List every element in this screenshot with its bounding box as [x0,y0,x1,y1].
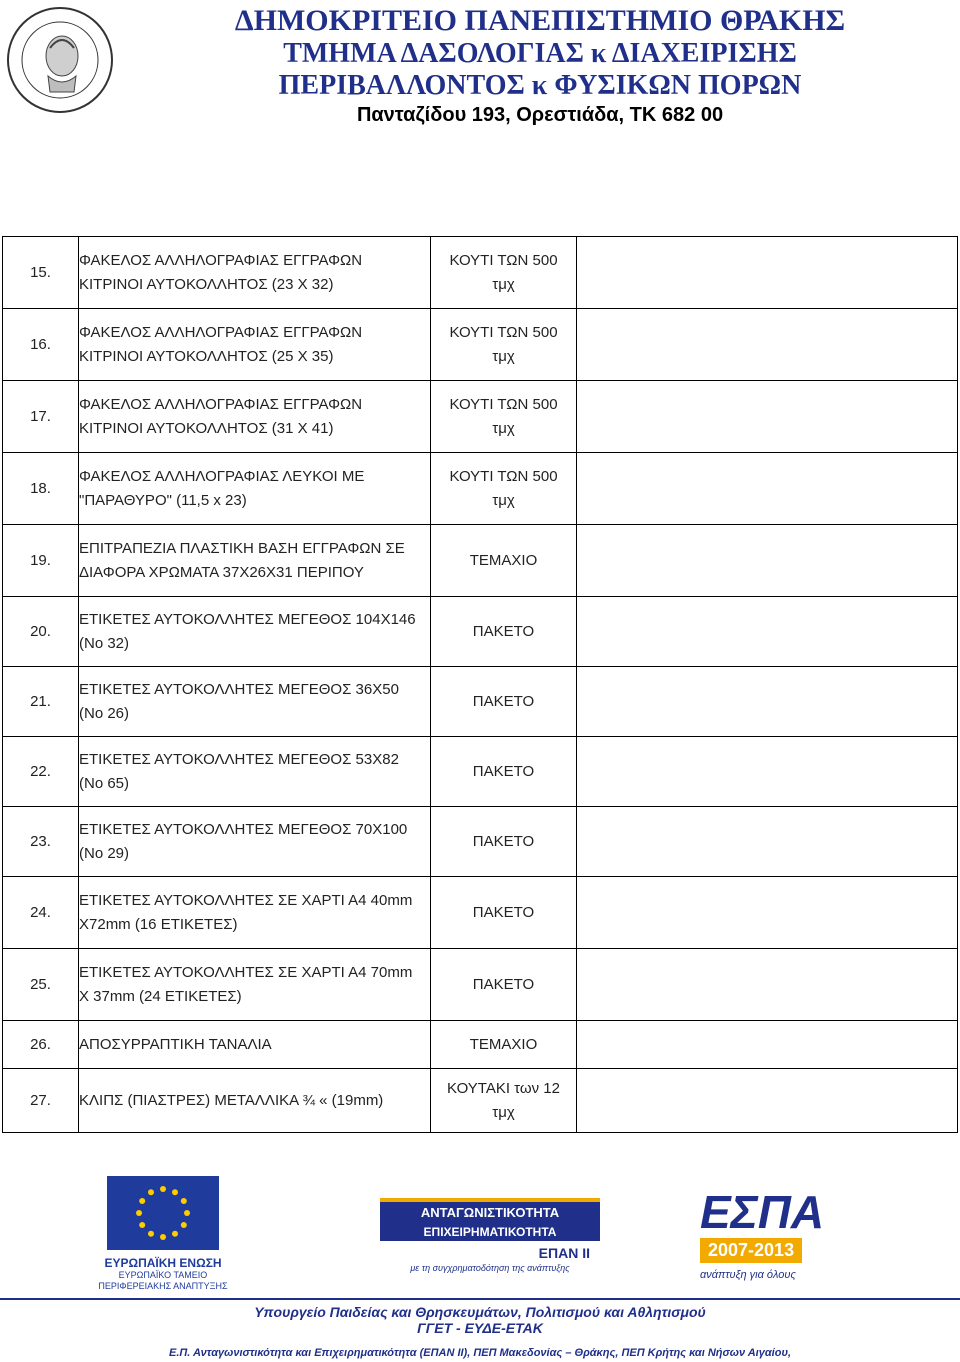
table-row [3,381,958,453]
item-unit [431,597,577,667]
item-number: 18. [3,453,79,525]
eu-label: ΕΥΡΩΠΑΪΚΗ ΕΝΩΣΗ [104,1256,222,1270]
item-description [79,597,431,667]
item-unit-line1: ΚΟΥΤΑΚΙ των 12 [447,1079,560,1097]
eu-star [160,1234,166,1240]
eu-star [139,1198,145,1204]
item-unit [431,309,577,381]
item-unit-line1: ΚΟΥΤΙ ΤΩΝ 500 [449,467,558,485]
item-unit [431,807,577,877]
ministry-line [0,1304,960,1336]
espa-logo [700,1188,900,1298]
espa-title: ΕΣΠΑ [700,1186,825,1238]
table-row [3,237,958,309]
item-description-line2: (Νο 26) [79,704,130,722]
table-row [3,737,958,807]
item-description-line1: ΕΠΙΤΡΑΠΕΖΙΑ ΠΛΑΣΤΙΚΗ ΒΑΣΗ ΕΓΓΡΑΦΩΝ ΣΕ [79,539,405,557]
item-unit [431,381,577,453]
item-description [79,667,431,737]
item-number: 17. [3,381,79,453]
table-row [3,525,958,597]
epan-logo [380,1198,600,1294]
item-unit [431,877,577,949]
eu-star [172,1231,178,1237]
eu-flag-icon [107,1176,219,1250]
espa-years: 2007-2013 [700,1238,802,1263]
item-unit [431,1021,577,1069]
item-description-line1: ΕΤΙΚΕΤΕΣ ΑΥΤΟΚΟΛΛΗΤΕΣ ΜΕΓΕΘΟΣ 53Χ82 [79,750,399,768]
item-description-line2: (Νο 32) [79,634,130,652]
item-description [79,1069,431,1133]
eu-star [184,1210,190,1216]
eu-star [160,1186,166,1192]
item-unit-line2: τμχ [492,491,515,509]
eu-star [172,1189,178,1195]
item-description-line2: Χ72mm (16 ΕΤΙΚΕΤΕΣ) [79,915,238,933]
item-description-line2: ΚΙΤΡΙΝΟΙ ΑΥΤΟΚΟΛΛΗΤΟΣ (31 Χ 41) [79,419,334,437]
table-row [3,949,958,1021]
item-price-cell [577,667,958,737]
item-description-line1: ΕΤΙΚΕΤΕΣ ΑΥΤΟΚΟΛΛΗΤΕΣ ΜΕΓΕΘΟΣ 70Χ100 [79,820,408,838]
item-number: 24. [3,877,79,949]
item-unit-line2: τμχ [492,275,515,293]
espa-slogan: ανάπτυξη για όλους [700,1269,796,1281]
item-description-line2: "ΠΑΡΑΘΥΡΟ" (11,5 x 23) [79,491,247,509]
programs-line [0,1346,960,1361]
item-unit-line1: ΚΟΥΤΙ ΤΩΝ 500 [449,251,558,269]
eu-fund-label-2: ΠΕΡΙΦΕΡΕΙΑΚΗΣ ΑΝΑΠΤΥΞΗΣ [98,1281,228,1291]
item-description-line2: (Νο 29) [79,844,130,862]
item-unit [431,1069,577,1133]
footer-divider [0,1298,960,1300]
item-price-cell [577,381,958,453]
item-unit-line1: ΠΑΚΕΤΟ [472,622,535,640]
item-price-cell [577,525,958,597]
item-description-line1: ΕΤΙΚΕΤΕΣ ΑΥΤΟΚΟΛΛΗΤΕΣ ΜΕΓΕΘΟΣ 36Χ50 [79,680,399,698]
address: Πανταζίδου 193, Ορεστιάδα, ΤΚ 682 00 [356,104,724,126]
eu-star [181,1198,187,1204]
item-unit-line1: ΠΑΚΕΤΟ [472,762,535,780]
items-table [2,236,958,1133]
table-row [3,453,958,525]
epan-slogan: με τη συγχρηματοδότηση της ανάπτυξης [410,1263,570,1273]
table-row [3,1069,958,1133]
item-price-cell [577,1021,958,1069]
item-unit-line1: ΚΟΥΤΙ ΤΩΝ 500 [449,395,558,413]
item-unit-line1: ΠΑΚΕΤΟ [472,975,535,993]
item-unit-line1: ΠΑΚΕΤΟ [472,903,535,921]
eu-star [139,1222,145,1228]
item-description [79,453,431,525]
eu-star [181,1222,187,1228]
item-unit-line2: τμχ [492,1103,515,1121]
programs-line-1: Ε.Π. Ανταγωνιστικότητα και Επιχειρηματικότητα (ΕΠΑΝ ΙΙ), ΠΕΠ Μακεδονίας – Θράκης, ΠΕΠ Κρήτης και Νήσων Αιγαίου, [168,1347,792,1359]
item-unit-line2: τμχ [492,419,515,437]
item-description-line1: ΕΤΙΚΕΤΕΣ ΑΥΤΟΚΟΛΛΗΤΕΣ ΣΕ ΧΑΡΤΙ Α4 40mm [79,891,413,909]
epan-title: ΑΝΤΑΓΩΝΙΣΤΙΚΟΤΗΤΑ [380,1198,600,1223]
item-description-line2: ΔΙΑΦΟΡΑ ΧΡΩΜΑΤΑ 37Χ26Χ31 ΠΕΡΙΠΟΥ [79,563,364,581]
university-name: ΔΗΜΟΚΡΙΤΕΙΟ ΠΑΝΕΠΙΣΤΗΜΙΟ ΘΡΑΚΗΣ [234,4,846,37]
item-unit [431,525,577,597]
epan-program: ΕΠΑΝ II [538,1245,590,1261]
item-description [79,737,431,807]
item-description [79,949,431,1021]
item-description-line1: ΕΤΙΚΕΤΕΣ ΑΥΤΟΚΟΛΛΗΤΕΣ ΜΕΓΕΘΟΣ 104Χ146 [79,610,416,628]
eu-star [148,1231,154,1237]
item-number: 26. [3,1021,79,1069]
item-description [79,877,431,949]
item-number: 27. [3,1069,79,1133]
item-description-line1: ΦΑΚΕΛΟΣ ΑΛΛΗΛΟΓΡΑΦΙΑΣ ΕΓΓΡΑΦΩΝ [79,323,363,341]
funding-logos [0,1168,960,1362]
item-price-cell [577,237,958,309]
item-number: 16. [3,309,79,381]
item-number: 19. [3,525,79,597]
table-row [3,1021,958,1069]
university-seal-icon [4,4,116,116]
item-description [79,1021,431,1069]
epan-subtitle: ΕΠΙΧΕΙΡΗΜΑΤΙΚΟΤΗΤΑ [380,1223,600,1241]
eu-logo [88,1176,238,1306]
item-number: 25. [3,949,79,1021]
item-price-cell [577,1069,958,1133]
item-description-line1: ΦΑΚΕΛΟΣ ΑΛΛΗΛΟΓΡΑΦΙΑΣ ΛΕΥΚΟΙ ΜΕ [79,467,365,485]
item-description [79,807,431,877]
item-unit-line1: ΤΕΜΑΧΙΟ [469,551,538,569]
item-unit [431,667,577,737]
item-unit-line2: τμχ [492,347,515,365]
table-row [3,807,958,877]
table-row [3,597,958,667]
item-price-cell [577,807,958,877]
item-description-line2: ΚΙΤΡΙΝΟΙ ΑΥΤΟΚΟΛΛΗΤΟΣ (25 Χ 35) [79,347,334,365]
item-unit [431,949,577,1021]
item-description [79,309,431,381]
item-unit [431,237,577,309]
agencies-name: ΓΓΕΤ - ΕΥΔΕ-ΕΤΑΚ [417,1320,543,1336]
item-unit [431,737,577,807]
item-number: 21. [3,667,79,737]
item-unit-line1: ΚΟΥΤΙ ΤΩΝ 500 [449,323,558,341]
item-description-line1: ΕΤΙΚΕΤΕΣ ΑΥΤΟΚΟΛΛΗΤΕΣ ΣΕ ΧΑΡΤΙ Α4 70mm [79,963,413,981]
eu-star [136,1210,142,1216]
item-description-line2: ΚΙΤΡΙΝΟΙ ΑΥΤΟΚΟΛΛΗΤΟΣ (23 Χ 32) [79,275,334,293]
item-number: 15. [3,237,79,309]
item-unit [431,453,577,525]
item-description-line2: Χ 37mm (24 ΕΤΙΚΕΤΕΣ) [79,987,242,1005]
table-row [3,667,958,737]
item-price-cell [577,309,958,381]
department-name-line2: ΠΕΡΙΒΑΛΛΟΝΤΟΣ κ ΦΥΣΙΚΩΝ ΠΟΡΩΝ [278,70,802,101]
item-unit-line1: ΠΑΚΕΤΟ [472,692,535,710]
item-number: 23. [3,807,79,877]
item-description-line1: ΦΑΚΕΛΟΣ ΑΛΛΗΛΟΓΡΑΦΙΑΣ ΕΓΓΡΑΦΩΝ [79,395,363,413]
item-price-cell [577,453,958,525]
item-price-cell [577,877,958,949]
item-description-line1: ΦΑΚΕΛΟΣ ΑΛΛΗΛΟΓΡΑΦΙΑΣ ΕΓΓΡΑΦΩΝ [79,251,363,269]
item-number: 22. [3,737,79,807]
item-description-line1: ΚΛΙΠΣ (ΠΙΑΣΤΡΕΣ) ΜΕΤΑΛΛΙΚΑ ¾ « (19mm) [79,1091,384,1109]
item-price-cell [577,949,958,1021]
ministry-name: Υπουργείο Παιδείας και Θρησκευμάτων, Πολιτισμού και Αθλητισμού [254,1304,706,1320]
item-price-cell [577,737,958,807]
item-description [79,525,431,597]
eu-fund-label-1: ΕΥΡΩΠΑΪΚΟ ΤΑΜΕΙΟ [118,1270,208,1280]
item-number: 20. [3,597,79,667]
table-row [3,877,958,949]
item-description-line2: (Νο 65) [79,774,130,792]
department-name-line1: ΤΜΗΜΑ ΔΑΣΟΛΟΓΙΑΣ κ ΔΙΑΧΕΙΡΙΣΗΣ [283,38,797,69]
item-price-cell [577,597,958,667]
table-row [3,309,958,381]
item-description-line1: ΑΠΟΣΥΡΡΑΠΤΙΚΗ ΤΑΝΑΛΙΑ [79,1035,272,1053]
item-description [79,381,431,453]
eu-star [148,1189,154,1195]
item-unit-line1: ΠΑΚΕΤΟ [472,832,535,850]
letterhead [0,0,960,140]
item-description [79,237,431,309]
item-unit-line1: ΤΕΜΑΧΙΟ [469,1035,538,1053]
